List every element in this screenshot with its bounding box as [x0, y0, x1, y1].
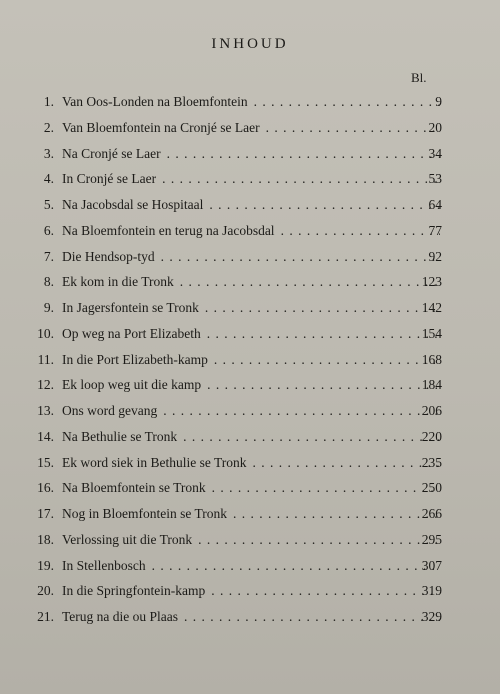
- toc-entry: [0, 451, 500, 477]
- entry-number: 11.: [37, 351, 54, 367]
- entry-title: Van Bloemfontein na Cronjé se Laer: [62, 119, 260, 135]
- entry-number: 3.: [43, 145, 54, 161]
- entry-page: 9: [435, 94, 442, 109]
- entry-number: 18.: [37, 531, 54, 547]
- entry-number: 6.: [43, 222, 54, 238]
- entry-number: 1.: [43, 94, 54, 109]
- toc-entry: [0, 270, 500, 296]
- toc-entry: [0, 554, 500, 580]
- toc-entry: [0, 90, 500, 116]
- entry-title: Na Bloemfontein se Tronk: [62, 480, 206, 496]
- entry-title: Van Oos-Londen na Bloemfontein: [62, 94, 248, 109]
- entry-number: 10.: [37, 325, 54, 341]
- toc-entry: [0, 476, 500, 502]
- entry-page: 235: [421, 454, 442, 470]
- entry-page: 168: [421, 351, 442, 367]
- entry-page: 154: [421, 325, 442, 341]
- entry-title: In die Springfontein-kamp: [62, 583, 206, 599]
- toc-entry: [0, 425, 500, 451]
- entry-number: 16.: [37, 480, 54, 496]
- entry-number: 20.: [37, 583, 54, 599]
- entry-title: In Jagersfontein se Tronk: [62, 300, 199, 315]
- toc-entry: [0, 142, 500, 168]
- entry-title: Ek word siek in Bethulie se Tronk: [62, 454, 247, 470]
- entry-page: 77: [428, 222, 442, 238]
- entry-page: 319: [421, 583, 442, 599]
- entry-title: Die Hendsop-tyd: [62, 248, 155, 264]
- entry-page: 34: [428, 145, 442, 161]
- entry-title: Na Bloemfontein en terug na Jacobsdal: [62, 222, 275, 238]
- entry-page: 329: [421, 609, 442, 624]
- entry-number: 5.: [43, 197, 54, 212]
- entry-number: 12.: [37, 377, 54, 393]
- entry-title: Op weg na Port Elizabeth: [62, 325, 201, 341]
- toc-entry: [0, 193, 500, 219]
- entry-number: 4.: [43, 171, 54, 187]
- entry-page: 123: [421, 274, 442, 290]
- toc-entry: [0, 605, 500, 631]
- entry-page: 250: [421, 480, 442, 496]
- entry-title: Ons word gevang: [62, 403, 158, 418]
- entry-number: 8.: [43, 274, 54, 290]
- table-of-contents: [0, 90, 500, 631]
- entry-number: 2.: [43, 119, 54, 135]
- toc-entry: [0, 373, 500, 399]
- entry-number: 13.: [37, 403, 54, 418]
- entry-title: Na Jacobsdal se Hospitaal: [62, 197, 204, 212]
- toc-entry: [0, 348, 500, 374]
- entry-page: 220: [421, 428, 442, 444]
- toc-entry: [0, 528, 500, 554]
- entry-page: 266: [421, 506, 442, 521]
- page-column-header: Bl.: [411, 70, 427, 85]
- entry-title: In Cronjé se Laer: [62, 171, 157, 187]
- toc-entry: [0, 219, 500, 245]
- entry-number: 21.: [37, 609, 54, 624]
- entry-page: 53: [428, 171, 442, 187]
- entry-page: 92: [428, 248, 442, 264]
- entry-title: Ek kom in die Tronk: [62, 274, 174, 290]
- entry-number: 7.: [43, 248, 54, 264]
- entry-page: 64: [428, 197, 442, 212]
- entry-title: In die Port Elizabeth-kamp: [62, 351, 208, 367]
- toc-entry: [0, 296, 500, 322]
- entry-page: 206: [421, 403, 442, 418]
- toc-entry: [0, 502, 500, 528]
- entry-title: Ek loop weg uit die kamp: [62, 377, 202, 393]
- entry-title: Terug na die ou Plaas: [62, 609, 179, 624]
- entry-page: 20: [428, 119, 442, 135]
- entry-number: 9.: [43, 300, 54, 315]
- entry-title: Na Bethulie se Tronk: [62, 428, 178, 444]
- entry-page: 295: [421, 531, 442, 547]
- entry-title: Verlossing uit die Tronk: [62, 531, 193, 547]
- toc-entry: [0, 245, 500, 271]
- toc-entry: [0, 116, 500, 142]
- toc-entry: [0, 322, 500, 348]
- entry-number: 15.: [37, 454, 54, 470]
- toc-entry: [0, 167, 500, 193]
- toc-entry: [0, 399, 500, 425]
- entry-number: 19.: [37, 557, 54, 573]
- entry-page: 184: [421, 377, 442, 393]
- entry-number: 17.: [37, 506, 54, 521]
- entry-page: 142: [421, 300, 442, 315]
- entry-title: Na Cronjé se Laer: [62, 145, 161, 161]
- entry-title: In Stellenbosch: [62, 557, 146, 573]
- entry-page: 307: [421, 557, 442, 573]
- toc-entry: [0, 579, 500, 605]
- entry-title: Nog in Bloemfontein se Tronk: [62, 506, 228, 521]
- page-title: INHOUD: [211, 36, 289, 52]
- entry-number: 14.: [37, 428, 54, 444]
